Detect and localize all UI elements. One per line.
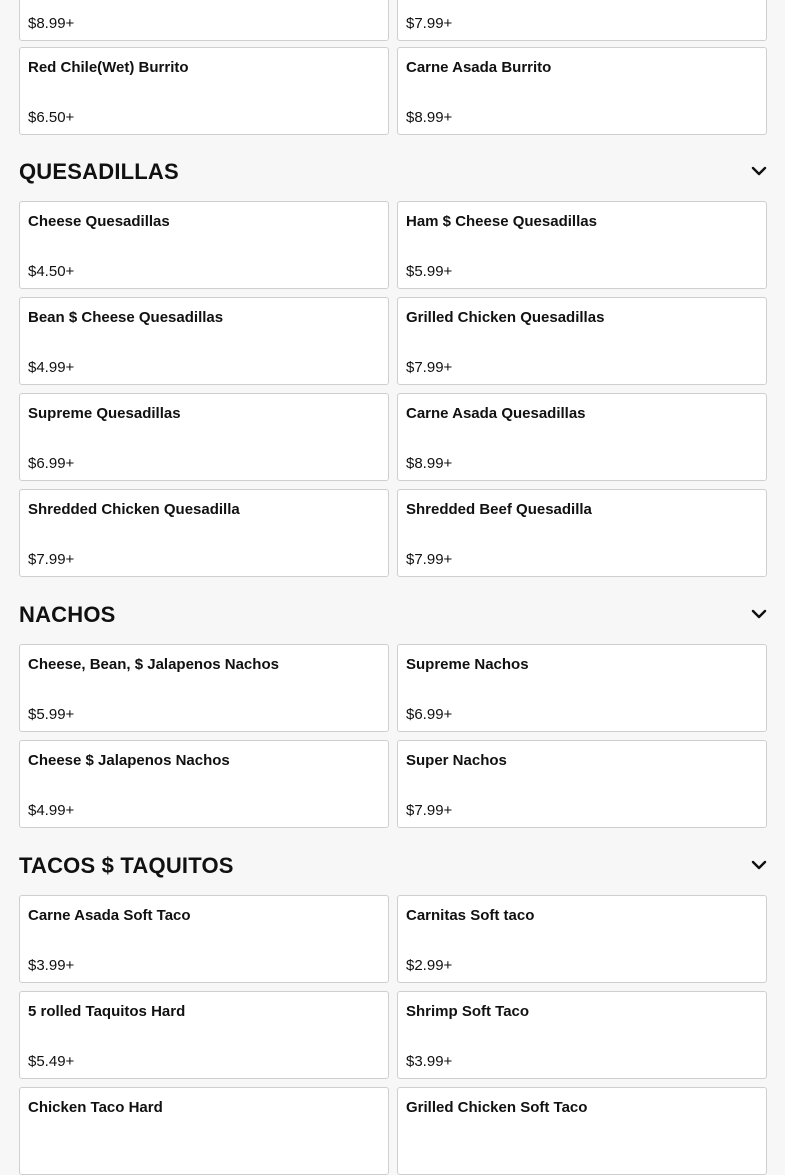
menu-item-price: $4.50+ [28, 263, 75, 280]
menu-item-name: Super Nachos [406, 752, 507, 769]
menu-item-price: $7.99+ [406, 15, 453, 32]
category-title: TACOS $ TAQUITOS [19, 853, 234, 878]
menu-item-card[interactable] [397, 0, 767, 41]
menu-item-price: $5.49+ [28, 1053, 75, 1070]
menu-item-name: Supreme Nachos [406, 656, 529, 673]
menu-item-card[interactable] [19, 644, 389, 732]
menu-item-card[interactable] [397, 297, 767, 385]
menu-item-card[interactable] [19, 393, 389, 481]
chevron-down-icon[interactable] [751, 163, 767, 179]
menu-item-name: Shredded Chicken Quesadilla [28, 501, 240, 518]
category-header[interactable] [19, 595, 767, 635]
menu-item-price: $5.99+ [28, 706, 75, 723]
menu-item-name: Shrimp Soft Taco [406, 1003, 530, 1020]
menu-item-card[interactable] [397, 489, 767, 577]
menu-item-price: $6.99+ [406, 706, 453, 723]
menu-item-price: $3.99+ [406, 1053, 453, 1070]
menu-item-name: Carne Asada Burrito [406, 59, 552, 76]
menu-item-name: Shredded Beef Quesadilla [406, 501, 592, 518]
menu-item-price: $6.50+ [28, 109, 75, 126]
menu-item-price: $7.99+ [406, 802, 453, 819]
menu-item-name: Cheese $ Jalapenos Nachos [28, 752, 230, 769]
menu-item-card[interactable] [19, 47, 389, 135]
menu-item-price: $7.99+ [406, 359, 453, 376]
menu-item-name: 5 rolled Taquitos Hard [28, 1003, 186, 1020]
menu-item-price: $8.99+ [406, 455, 453, 472]
menu-item-card[interactable] [397, 201, 767, 289]
menu-item-price: $7.99+ [406, 551, 453, 568]
chevron-down-icon[interactable] [751, 606, 767, 622]
menu-item-card[interactable] [397, 47, 767, 135]
menu-item-card[interactable] [397, 393, 767, 481]
menu-item-name: Cheese, Bean, $ Jalapenos Nachos [28, 656, 279, 673]
menu-item-card[interactable] [19, 740, 389, 828]
menu-item-name: Grilled Chicken Soft Taco [406, 1099, 588, 1116]
menu-item-price: $8.99+ [28, 15, 75, 32]
category-header[interactable] [19, 846, 767, 886]
menu-item-card[interactable] [397, 740, 767, 828]
menu-item-price: $5.99+ [406, 263, 453, 280]
menu-item-card[interactable] [397, 1087, 767, 1175]
menu-item-card[interactable] [19, 895, 389, 983]
menu-item-name: Cheese Quesadillas [28, 213, 170, 230]
menu-item-card[interactable] [397, 644, 767, 732]
menu-item-card[interactable] [19, 991, 389, 1079]
menu-item-name: Red Chile(Wet) Burrito [28, 59, 189, 76]
menu-item-name: Supreme Quesadillas [28, 405, 181, 422]
menu-item-price: $8.99+ [406, 109, 453, 126]
category-header[interactable] [19, 152, 767, 192]
menu-item-price: $6.99+ [28, 455, 75, 472]
menu-item-name: Bean $ Cheese Quesadillas [28, 309, 224, 326]
menu-item-card[interactable] [19, 1087, 389, 1175]
menu-item-price: $2.99+ [406, 957, 453, 974]
menu-item-name: Ham $ Cheese Quesadillas [406, 213, 597, 230]
chevron-down-icon[interactable] [751, 857, 767, 873]
category-title: NACHOS [19, 602, 116, 627]
menu-item-name: Chicken Taco Hard [28, 1099, 163, 1116]
menu-item-card[interactable] [397, 895, 767, 983]
menu-item-name: Carne Asada Quesadillas [406, 405, 586, 422]
menu-item-price: $7.99+ [28, 551, 75, 568]
category-title: QUESADILLAS [19, 159, 179, 184]
menu-item-price: $4.99+ [28, 802, 75, 819]
menu-item-name: Grilled Chicken Quesadillas [406, 309, 605, 326]
menu-item-card[interactable] [19, 297, 389, 385]
menu-item-name: Carne Asada Soft Taco [28, 907, 191, 924]
menu-item-name: Carnitas Soft taco [406, 907, 535, 924]
menu-item-price: $4.99+ [28, 359, 75, 376]
menu-item-card[interactable] [19, 489, 389, 577]
menu-item-price: $3.99+ [28, 957, 75, 974]
menu-item-card[interactable] [19, 0, 389, 41]
menu-item-card[interactable] [19, 201, 389, 289]
menu-item-card[interactable] [397, 991, 767, 1079]
